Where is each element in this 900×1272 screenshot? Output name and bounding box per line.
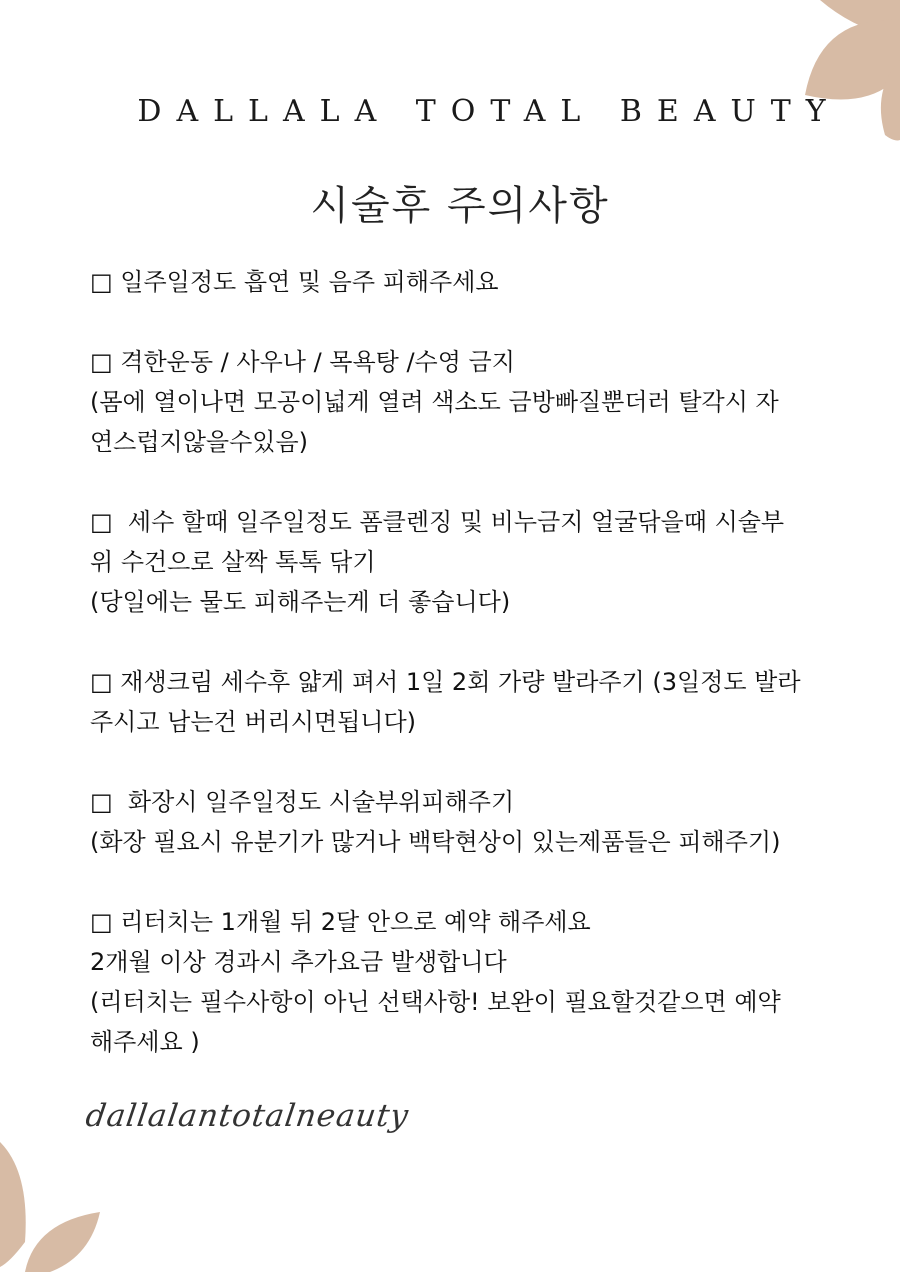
note-line: □ 재생크림 세수후 얇게 펴서 1일 2회 가량 발라주기 (3일정도 발라 bbox=[90, 668, 801, 696]
aftercare-notes-list bbox=[90, 262, 860, 1102]
note-makeup bbox=[90, 782, 860, 862]
note-line: 위 수건으로 살짝 톡톡 닦기 bbox=[90, 548, 376, 576]
page-title: 시술후 주의사항 bbox=[310, 183, 610, 229]
note-line: (몸에 열이나면 모공이넓게 열려 색소도 금방빠질뿐더러 탈각시 자 bbox=[90, 388, 779, 416]
note-regeneration-cream bbox=[90, 662, 860, 742]
note-line: 주시고 남는건 버리시면됩니다) bbox=[90, 708, 417, 736]
leaf-shape bbox=[0, 1142, 26, 1267]
note-line: (리터치는 필수사항이 아닌 선택사항! 보완이 필요할것같으면 예약 bbox=[90, 988, 781, 1016]
leaf-shape bbox=[25, 1212, 100, 1272]
note-face-washing bbox=[90, 502, 860, 622]
note-line: 2개월 이상 경과시 추가요금 발생합니다 bbox=[90, 948, 507, 976]
note-line: □ 일주일정도 흡연 및 음주 피해주세요 bbox=[90, 268, 499, 296]
note-line: (당일에는 물도 피해주는게 더 좋습니다) bbox=[90, 588, 511, 616]
note-line: □ 리터치는 1개월 뒤 2달 안으로 예약 해주세요 bbox=[90, 908, 591, 936]
note-line: □ 화장시 일주일정도 시술부위피해주기 bbox=[90, 788, 515, 816]
note-line: □ 격한운동 / 사우나 / 목욕탕 /수영 금지 bbox=[90, 348, 515, 376]
leaf-decoration-bottom-left bbox=[0, 1132, 110, 1272]
note-smoking-drinking bbox=[90, 262, 860, 302]
signature: dallalantotalneauty bbox=[83, 1098, 412, 1134]
note-line: □ 세수 할때 일주일정도 폼클렌징 및 비누금지 얼굴닦을때 시술부 bbox=[90, 508, 785, 536]
note-line: 연스럽지않을수있음) bbox=[90, 428, 309, 456]
brand-title: DALLALA TOTAL BEAUTY bbox=[137, 94, 841, 129]
note-line: 해주세요 ) bbox=[90, 1028, 200, 1056]
note-exercise-sauna bbox=[90, 342, 860, 462]
note-retouch bbox=[90, 902, 860, 1062]
note-line: (화장 필요시 유분기가 많거나 백탁현상이 있는제품들은 피해주기) bbox=[90, 828, 781, 856]
